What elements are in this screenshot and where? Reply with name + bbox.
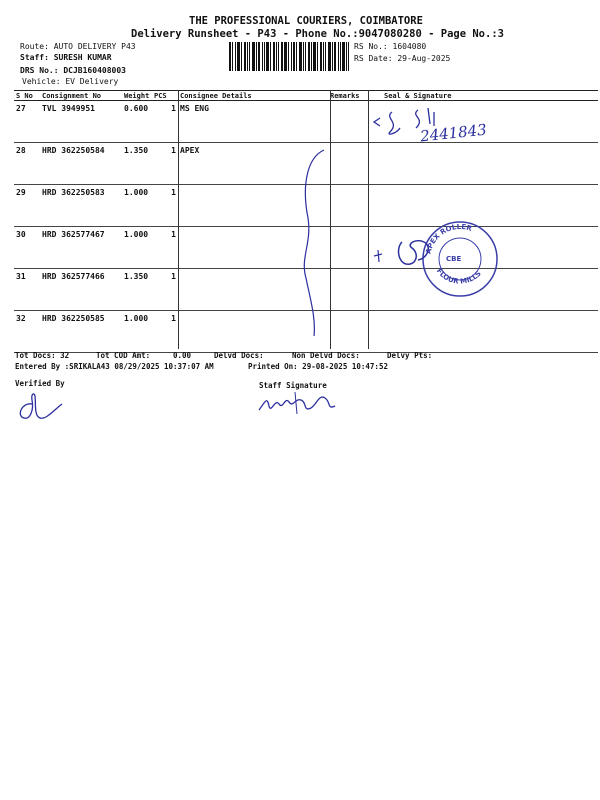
total-cod-value: 0.00: [173, 351, 192, 360]
col-sno: S No: [14, 91, 40, 101]
verified-by-label: Verified By: [15, 379, 65, 388]
stamp-text-top: APEX ROLLER: [424, 222, 473, 255]
staff-name: Staff: SURESH KUMAR: [20, 53, 112, 62]
cell-consignee: APEX: [178, 143, 328, 185]
cell-sno: 30: [14, 227, 40, 269]
cell-sno: 32: [14, 311, 40, 353]
cell-weight: 1.350: [122, 269, 152, 311]
non-delivered-docs: Non Delvd Docs:: [292, 351, 360, 360]
table-row: [14, 101, 598, 143]
company-title: THE PROFESSIONAL COURIERS, COIMBATORE: [189, 15, 423, 27]
cell-weight: 1.000: [122, 311, 152, 353]
delivery-points: Delvy Pts:: [387, 351, 433, 360]
cell-consignment: HRD 362250584: [40, 143, 122, 185]
cell-pcs: 1: [152, 227, 178, 269]
rs-date: RS Date: 29-Aug-2025: [354, 54, 451, 63]
col-consignee: Consignee Details: [178, 91, 328, 101]
cell-remarks: [328, 311, 364, 353]
cell-sno: 27: [14, 101, 40, 143]
cell-weight: 1.000: [122, 185, 152, 227]
cell-sno: 29: [14, 185, 40, 227]
staff-signature-mark: [255, 388, 339, 418]
column-divider: [368, 90, 369, 349]
col-pcs: PCS: [152, 91, 178, 101]
stamp-text-bottom: FLOUR MILLS: [434, 267, 483, 286]
cell-consignment: HRD 362250583: [40, 185, 122, 227]
cell-sno: 28: [14, 143, 40, 185]
col-remarks: Remarks: [328, 91, 364, 101]
vehicle-info: Vehicle: EV Delivery: [22, 77, 119, 86]
cell-pcs: 1: [152, 185, 178, 227]
cell-seal: [364, 311, 598, 353]
cell-pcs: 1: [152, 143, 178, 185]
cell-seal: [364, 143, 598, 185]
entered-by: Entered By :SRIKALA43 08/29/2025 10:37:07 AM: [15, 362, 214, 371]
cell-pcs: 1: [152, 101, 178, 143]
column-divider: [178, 90, 179, 349]
route-value: AUTO DELIVERY P43: [53, 42, 136, 51]
cell-consignment: HRD 362577466: [40, 269, 122, 311]
total-cod-label: Tot COD Amt:: [96, 351, 151, 360]
total-docs: Tot Docs: 32: [15, 351, 70, 360]
handwritten-number: 2441843: [419, 120, 488, 146]
company-seal-stamp: [372, 218, 502, 300]
cell-remarks: [328, 185, 364, 227]
cell-remarks: [328, 101, 364, 143]
staff-signature-label: Staff Signature: [259, 381, 327, 390]
col-seal-signature: Seal & Signature: [364, 91, 598, 101]
route-line: [20, 42, 136, 51]
cell-weight: 1.350: [122, 143, 152, 185]
stamp-text-left: CBE: [446, 255, 462, 263]
cell-sno: 31: [14, 269, 40, 311]
col-consignment: Consignment No: [40, 91, 122, 101]
cell-consignment: HRD 362577467: [40, 227, 122, 269]
barcode-image: [229, 42, 349, 71]
cell-consignment: HRD 362250585: [40, 311, 122, 353]
cell-remarks: [328, 269, 364, 311]
route-label: Route:: [20, 42, 49, 51]
handwritten-stroke: [296, 148, 330, 338]
runsheet-subtitle: Delivery Runsheet - P43 - Phone No.:9047080280 - Page No.:3: [131, 28, 504, 40]
cell-pcs: 1: [152, 311, 178, 353]
svg-text:FLOUR MILLS: [435, 267, 483, 286]
cell-pcs: 1: [152, 269, 178, 311]
drs-number: DRS No.: DCJB160408003: [20, 66, 126, 75]
cell-consignment: TVL 3949951: [40, 101, 122, 143]
cell-remarks: [328, 143, 364, 185]
cell-weight: 1.000: [122, 227, 152, 269]
col-weight: Weight: [122, 91, 152, 101]
cell-remarks: [328, 227, 364, 269]
column-divider: [330, 90, 331, 349]
rs-number: RS No.: 1604080: [354, 42, 427, 51]
cell-weight: 0.600: [122, 101, 152, 143]
delivered-docs: Delvd Docs:: [214, 351, 264, 360]
table-header-row: [14, 91, 598, 101]
cell-consignee: MS ENG: [178, 101, 328, 143]
printed-on: Printed On: 29-08-2025 10:47:52: [248, 362, 388, 371]
verified-by-signature: [10, 390, 70, 424]
